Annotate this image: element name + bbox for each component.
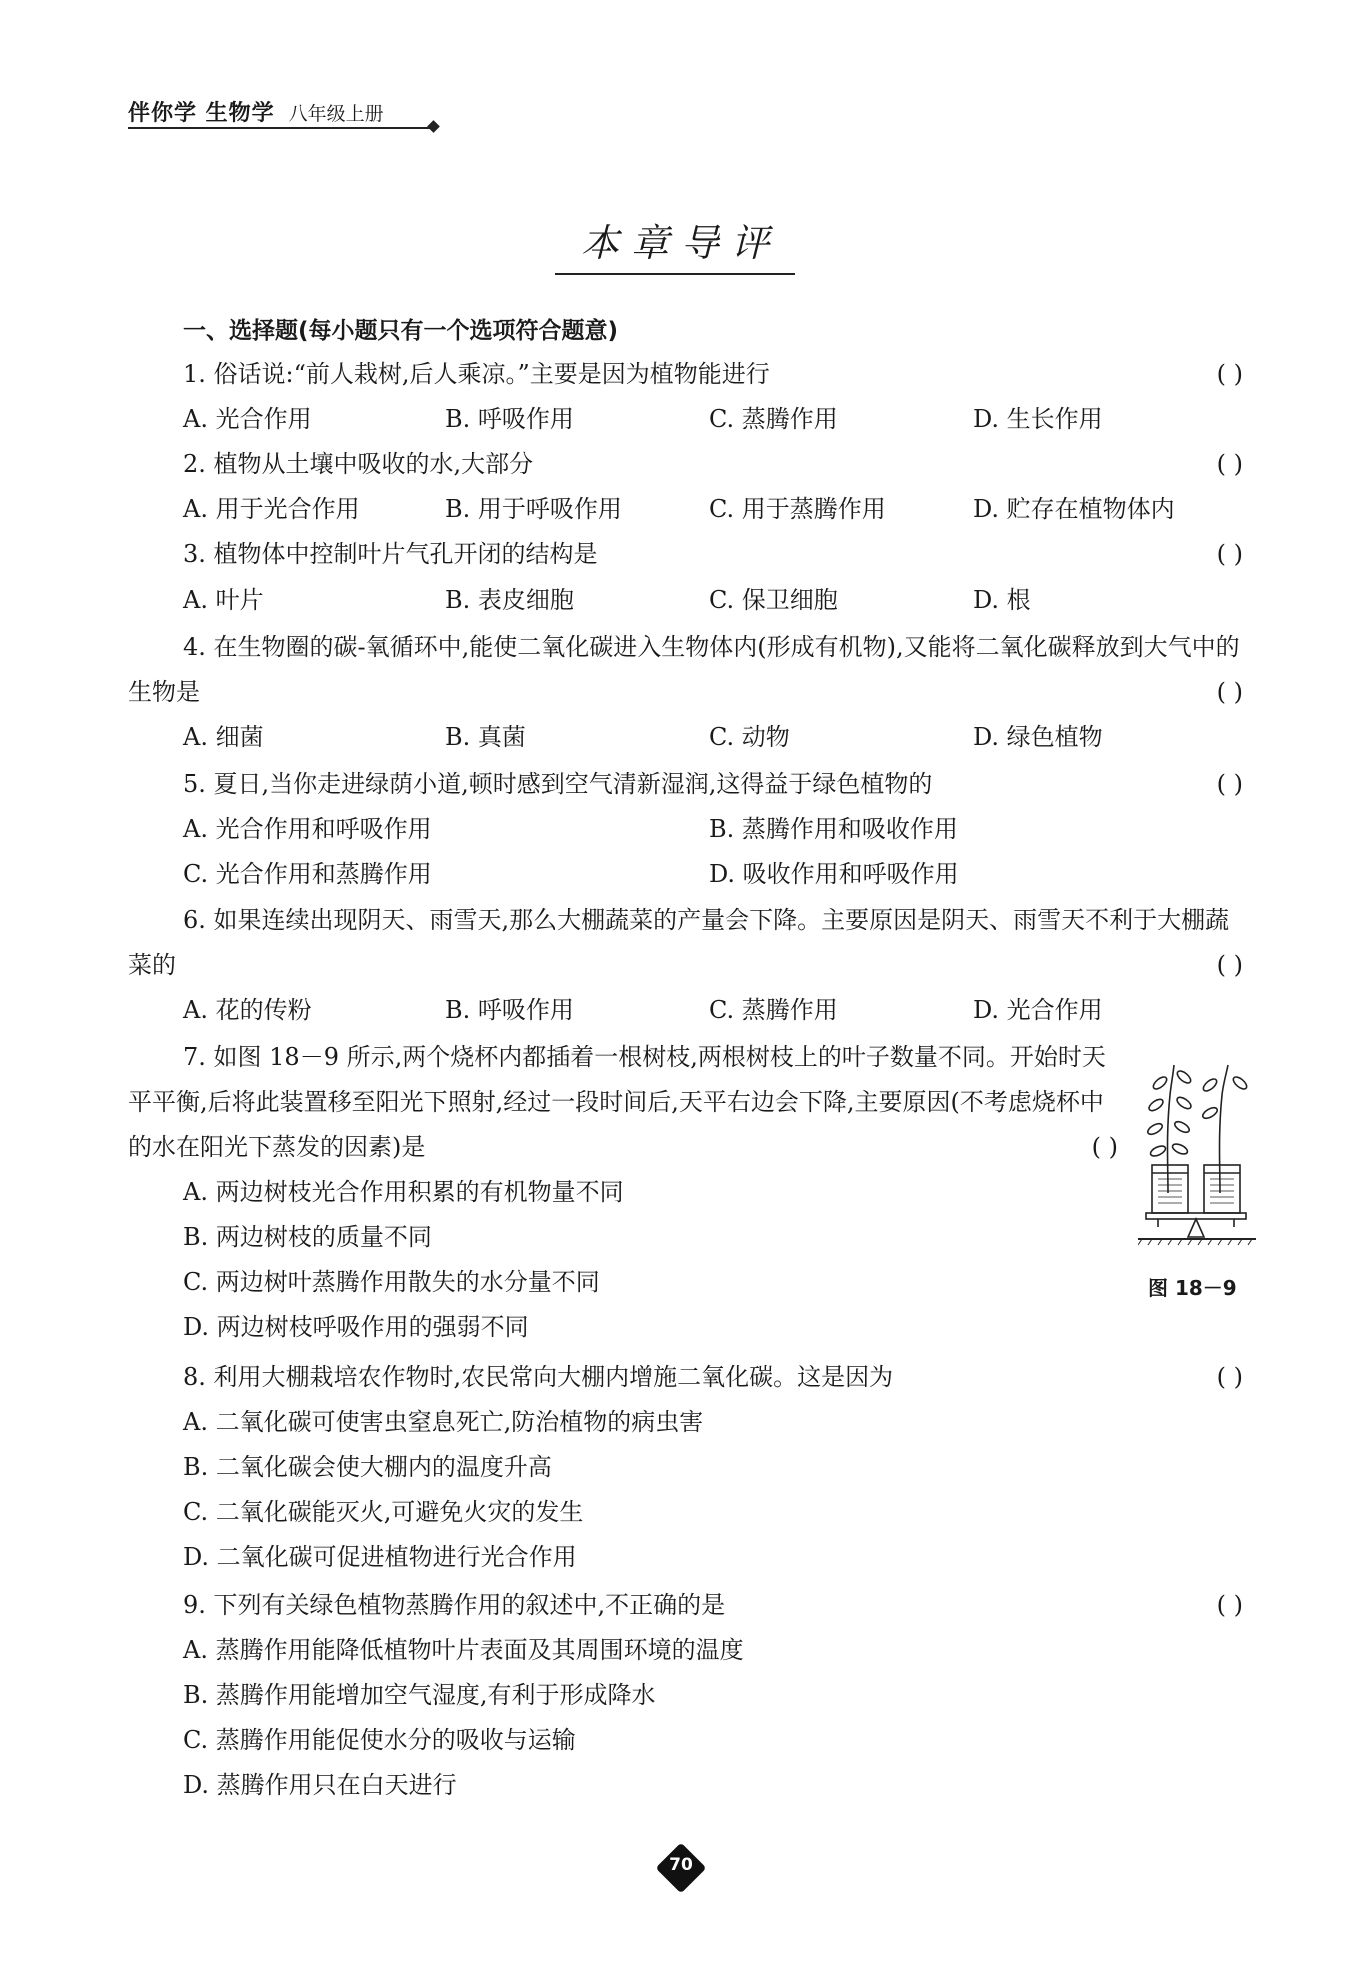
answer-bracket[interactable]: ( ) [1216, 540, 1243, 568]
option-b[interactable]: B. 呼吸作用 [445, 996, 574, 1024]
question-6 [128, 898, 1243, 988]
option-d[interactable]: D. 根 [973, 586, 1031, 614]
option-c[interactable]: C. 动物 [709, 723, 790, 751]
question-1 [183, 352, 1243, 397]
page-number-badge [658, 1845, 704, 1891]
option-a[interactable]: A. 光合作用和呼吸作用 [183, 815, 432, 843]
option-b[interactable]: B. 用于呼吸作用 [445, 495, 622, 523]
option-d[interactable]: D. 吸收作用和呼吸作用 [709, 860, 959, 888]
balance-fulcrum [1188, 1219, 1204, 1237]
question-stem: 2. 植物从土壤中吸收的水,大部分 [183, 450, 534, 478]
book-brand: 伴你学 生物学 [128, 101, 275, 126]
left-branch [1168, 1065, 1175, 1193]
right-beaker [1204, 1165, 1240, 1213]
balance-beaker-figure [1138, 1055, 1258, 1255]
option-d[interactable]: D. 绿色植物 [973, 723, 1103, 751]
answer-bracket[interactable]: ( ) [1216, 951, 1243, 979]
question-stem: 5. 夏日,当你走进绿荫小道,顿时感到空气清新湿润,这得益于绿色植物的 [183, 770, 933, 798]
book-grade: 八年级上册 [288, 103, 384, 125]
question-5 [183, 762, 1243, 807]
option-b[interactable]: B. 真菌 [445, 723, 526, 751]
answer-bracket[interactable]: ( ) [1216, 770, 1243, 798]
header-rule [128, 127, 433, 129]
right-branch [1220, 1065, 1229, 1193]
figure-caption: 图 18－9 [1148, 1276, 1237, 1300]
question-stem: 4. 在生物圈的碳-氧循环中,能使二氧化碳进入生物体内(形成有机物),又能将二氧化碳释放到大气中的生物是 [128, 633, 1240, 706]
chapter-title [0, 212, 1350, 275]
question-stem: 1. 俗话说:“前人栽树,后人乘凉。”主要是因为植物能进行 [183, 360, 770, 388]
question-9 [183, 1583, 1243, 1628]
question-4 [128, 625, 1243, 715]
answer-bracket[interactable]: ( ) [1216, 1591, 1243, 1619]
option-c[interactable]: C. 两边树叶蒸腾作用散失的水分量不同 [183, 1268, 600, 1296]
question-stem: 6. 如果连续出现阴天、雨雪天,那么大棚蔬菜的产量会下降。主要原因是阴天、雨雪天不利于大棚蔬菜的 [128, 906, 1230, 979]
option-b[interactable]: B. 蒸腾作用和吸收作用 [709, 815, 958, 843]
option-a[interactable]: A. 两边树枝光合作用积累的有机物量不同 [183, 1178, 624, 1206]
option-a[interactable]: A. 蒸腾作用能降低植物叶片表面及其周围环境的温度 [183, 1636, 744, 1664]
option-c[interactable]: C. 光合作用和蒸腾作用 [183, 860, 432, 888]
running-header [128, 96, 448, 136]
section-heading: 一、选择题(每小题只有一个选项符合题意) [183, 318, 619, 344]
header-diamond-icon [427, 120, 440, 133]
answer-bracket[interactable]: ( ) [1216, 1363, 1243, 1391]
option-c[interactable]: C. 保卫细胞 [709, 586, 838, 614]
option-d[interactable]: D. 贮存在植物体内 [973, 495, 1175, 523]
answer-bracket[interactable]: ( ) [1091, 1133, 1118, 1161]
option-d[interactable]: D. 二氧化碳可促进植物进行光合作用 [183, 1543, 577, 1571]
option-b[interactable]: B. 蒸腾作用能增加空气湿度,有利于形成降水 [183, 1681, 656, 1709]
option-d[interactable]: D. 光合作用 [973, 996, 1103, 1024]
answer-bracket[interactable]: ( ) [1216, 678, 1243, 706]
page-number: 70 [669, 1855, 693, 1875]
option-c[interactable]: C. 蒸腾作用 [709, 996, 838, 1024]
question-stem: 8. 利用大棚栽培农作物时,农民常向大棚内增施二氧化碳。这是因为 [183, 1363, 894, 1391]
option-b[interactable]: B. 呼吸作用 [445, 405, 574, 433]
option-a[interactable]: A. 细菌 [183, 723, 264, 751]
chapter-title-text: 本章导评 [555, 212, 795, 275]
answer-bracket[interactable]: ( ) [1216, 450, 1243, 478]
option-c[interactable]: C. 蒸腾作用能促使水分的吸收与运输 [183, 1726, 576, 1754]
option-b[interactable]: B. 两边树枝的质量不同 [183, 1223, 432, 1251]
answer-bracket[interactable]: ( ) [1216, 360, 1243, 388]
option-b[interactable]: B. 二氧化碳会使大棚内的温度升高 [183, 1453, 552, 1481]
question-stem: 9. 下列有关绿色植物蒸腾作用的叙述中,不正确的是 [183, 1591, 726, 1619]
option-c[interactable]: C. 蒸腾作用 [709, 405, 838, 433]
option-c[interactable]: C. 用于蒸腾作用 [709, 495, 886, 523]
option-d[interactable]: D. 生长作用 [973, 405, 1103, 433]
left-beaker [1152, 1165, 1188, 1213]
question-3 [183, 532, 1243, 577]
option-b[interactable]: B. 表皮细胞 [445, 586, 574, 614]
option-a[interactable]: A. 叶片 [183, 586, 264, 614]
option-a[interactable]: A. 二氧化碳可使害虫窒息死亡,防治植物的病虫害 [183, 1408, 704, 1436]
option-a[interactable]: A. 用于光合作用 [183, 495, 360, 523]
question-7 [128, 1035, 1118, 1170]
question-stem: 3. 植物体中控制叶片气孔开闭的结构是 [183, 540, 598, 568]
option-c[interactable]: C. 二氧化碳能灭火,可避免火灾的发生 [183, 1498, 584, 1526]
question-stem: 7. 如图 18－9 所示,两个烧杯内都插着一根树枝,两根树枝上的叶子数量不同。开始时天平平衡,后将此装置移至阳光下照射,经过一段时间后,天平右边会下降,主要原因(不考虑烧杯中的水在阳光下蒸发的因素)是 [128, 1043, 1106, 1161]
option-a[interactable]: A. 花的传粉 [183, 996, 312, 1024]
question-8 [183, 1355, 1243, 1400]
question-2 [183, 442, 1243, 487]
option-a[interactable]: A. 光合作用 [183, 405, 312, 433]
option-d[interactable]: D. 两边树枝呼吸作用的强弱不同 [183, 1313, 529, 1341]
option-d[interactable]: D. 蒸腾作用只在白天进行 [183, 1771, 457, 1799]
